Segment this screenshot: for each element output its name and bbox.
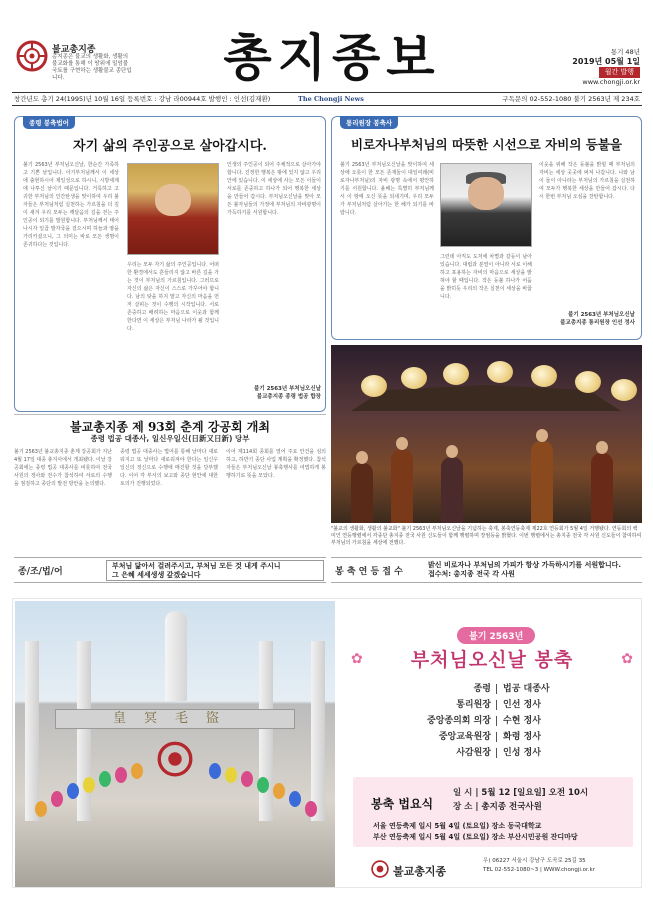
article-column: 종령 법공 대종사는 법어를 통해 날마다 새로워지고 또 날마다 새로워져야 한다는 일신우일신의 정신으로 수행에 매진할 것을 당부했다. 이어 각 부서의 보고와 종단 현안에 대한 토의가 진행되었다. — [120, 449, 218, 487]
portrait-photo — [127, 163, 219, 255]
article-panel-2 — [331, 116, 642, 340]
list-item — [381, 681, 621, 697]
temple-photo — [15, 601, 335, 887]
celebration-advertisement — [12, 598, 642, 888]
lotus-icon: ✿ — [351, 651, 363, 667]
label: 서울 연등축제 — [373, 822, 417, 830]
article-panel-1 — [14, 116, 326, 412]
article-title: 비로자나부처님의 따뜻한 시선으로 자비의 등불을 — [351, 137, 622, 152]
label: 부산 연등축제 — [373, 833, 417, 841]
dharma-wheel-icon — [157, 741, 193, 777]
address-line: 우) 06227 서울시 강남구 도곡로 25길 35 — [483, 858, 586, 864]
label: 일 시 — [453, 788, 473, 798]
article-column: 이웃을 위해 작은 등불을 밝힐 때 부처님의 자비는 세상 곳곳에 퍼져 나갑니다. 나와 남이 둘이 아니라는 부처님의 가르침을 실천하여 모두가 행복한 세상을 만들어 갑시다. 다시 한번 부처님 오심을 찬탄합니다. — [539, 162, 635, 200]
signature-date: 불기 2563년 부처님오신날 — [568, 312, 635, 318]
website-link[interactable]: www.chongji.or.kr — [582, 78, 640, 86]
officiants-list — [381, 681, 621, 761]
strip-text-line: 밝신 비로자나 부처님의 가피가 항상 가득하시기를 서원합니다. — [428, 561, 622, 569]
dharma-wheel-icon — [16, 40, 48, 72]
article-column: 불기 2563년 부처님오신날, 한순간 가족하고 기쁜 날입니다. 아기부처님께서 이 세상에 출현하시어 제일성으로 하시니, 시방세계에 나투신 날이기 때문입니다. 거룩하고 고귀한 부처님의 인간탄생을 맞이하여 우리 불자들은 부처님처럼 실천하는 가르침을 더 깊이 새겨 우리 모두는 깨달음의 길을 걷는 주인공이 되기를 발원합니다. 부처님께서 태어나시자 일곱 발자국을 걸으시며 하늘과 땅을 가리키셨으니, 그 의미는 바로 모든 생명이 존귀하다는 것입니다. — [23, 162, 119, 248]
article-column: 그런데 아직도 도처에 차별과 갈등이 남아 있습니다. 대립과 분열이 아니라 서로 이해하고 포용하는 자비의 마음으로 세상을 밝혀야 할 때입니다. 작은 등불 하나가 어둠을 밝히듯 우리의 작은 실천이 세상을 바꿉니다. — [440, 254, 532, 300]
role-name: 화령 정사 — [503, 732, 541, 742]
divider — [14, 414, 326, 415]
list-item — [381, 713, 621, 729]
masthead — [12, 10, 642, 90]
publication-info-bar — [12, 92, 642, 106]
role-title: 중앙교육원장 — [438, 732, 491, 742]
role-title: 통리원장 — [456, 700, 491, 710]
role-name: 인성 정사 — [503, 748, 541, 758]
strip-text-line: 그 은혜 세세생생 갚겠습니다 — [112, 571, 201, 579]
signature-name: 불교총지종 통리원장 인선 정사 — [560, 320, 635, 326]
role-name: 인선 정사 — [503, 700, 541, 710]
doctrine-strip — [14, 557, 326, 583]
role-title: 중앙종의회 의장 — [427, 716, 491, 726]
article-column: 이어 제114회 종회를 열어 주요 안건을 심의하고, 하반기 종단 사업 계획을 확정했다. 참석자들은 부처님오신날 봉축행사를 여법하게 봉행하기로 뜻을 모았다. — [226, 449, 326, 479]
value: 일시 5월 4일 (토요일) 장소 동국대학교 — [418, 822, 542, 830]
article-column: 불기 2563년 부처님오신날을 맞이하여 세상에 오롯이 한 모든 존재들이 대일여래(비로자나부처님)의 자비 광명 속에서 평안하기를 서원합니다. 올해는 특별히 부처님께서 이 땅에 오신 뜻을 되새기며, 우리 모두가 부처님처럼 살아가는 한 해가 되기를 바랍니다. — [340, 162, 434, 216]
footer-address — [483, 857, 595, 875]
article-title: 자기 삶의 주인공으로 살아갑시다. — [73, 139, 267, 154]
photo-caption: "불교의 생활화, 생활의 불교화" 불기 2563년 부처님오신날을 기념하는 축제, 봉축연등축제 제22호 연등회가 5월 4일 거행됐다. 연등회의 백미인 연등행렬에서 각종단 총지종 전국 사원 신도들이 함께 행렬하며 장엄등을 밝혔다. 이번 행렬에서는 총지종 전국 각 사원 신도들이 참여하여 부처님의 가르침을 세상에 전했다. — [331, 526, 642, 546]
value: 일시 5월 4일 (토요일) 장소 부산시민공원 잔디마당 — [418, 833, 578, 841]
article-title: 불교총지종 제 93회 춘계 강공회 개최 — [70, 420, 270, 434]
article-column: 인생의 주인공이 되어 주체적으로 살아가야 합니다. 진정한 행복은 밖에 있지 않고 우리 안에 있습니다. 이 세상에 사는 모든 이들이 서로를 존중하고 하나가 되어 행복한 세상을 만들어 갑시다. 부처님오신날을 맞아 모든 불자님들의 가정에 부처님의 자비광명이 가득하기를 서원합니다. — [227, 162, 321, 216]
org-logo — [16, 40, 132, 86]
org-description: 총지종은 불교의 생활화, 생활의 불교화를 통해 이 땅위에 밀엄불국토를 구현하는 생활불교 종단입니다. — [52, 54, 132, 81]
role-title: 종령 — [473, 684, 491, 694]
list-item — [381, 729, 621, 745]
year-pill: 불기 2563년 — [457, 627, 535, 644]
ceremony-box — [353, 777, 633, 847]
contact-info: 구독문의 02-552-1080 불기 2563년 제 234호 — [502, 95, 640, 103]
issue-number: 통기 48년 — [610, 48, 640, 56]
role-name: 법공 대종사 — [503, 684, 550, 694]
lantern-parade-photo — [331, 345, 642, 523]
signature-name: 불교총지종 종령 법공 합장 — [256, 394, 321, 400]
lotus-icon: ✿ — [621, 651, 633, 667]
registration-info: 창간년도 총기 24(1995)년 10월 16일 등록번호 : 강남 라00944호 발행인 : 인선(김재환) — [14, 95, 271, 103]
role-title: 사감원장 — [456, 748, 491, 758]
role-name: 수현 정사 — [503, 716, 541, 726]
strip-text-line: 부처님 닮아서 걸려주시고, 부처님 모든 것 내게 주시니 — [112, 562, 281, 570]
english-title: The Chongji News — [298, 95, 364, 103]
org-name: 불교총지종 — [52, 45, 96, 55]
signature — [539, 311, 635, 327]
strip-text-line: 접수처: 총지종 전국 각 사원 — [428, 570, 515, 578]
ceremony-title: 봉축 법요식 — [371, 797, 434, 811]
newspaper-title: 총지종보 — [223, 29, 441, 87]
strip-text — [106, 560, 324, 581]
value: 5월 12 [일요일] 오전 10시 — [481, 788, 589, 798]
publish-badge: 월간 발행 — [599, 67, 640, 78]
ceremony-time: 일 시 | 5월 12 [일요일] 오전 10시 — [453, 788, 589, 798]
article-tag: 종령 봉축법어 — [23, 116, 75, 129]
contact-line: TEL 02-552-1080~3 | WWW.chongji.or.kr — [483, 867, 595, 873]
busan-festival — [373, 832, 578, 842]
list-item — [381, 745, 621, 761]
strip-label: 종/조/법/어 — [18, 567, 63, 577]
issue-info — [570, 48, 640, 87]
ceremony-place: 장 소 | 총지종 전국사원 — [453, 802, 542, 812]
issue-date: 2019년 05월 1일 — [572, 57, 640, 66]
signature — [227, 385, 321, 401]
label: 장 소 — [453, 802, 473, 812]
strip-label: 봉 축 연 등 접 수 — [335, 567, 403, 577]
lantern-registration-strip — [331, 557, 642, 583]
strip-text — [423, 560, 640, 581]
article-subtitle: 종령 법공 대종사, 일신우일신(日新又日新) 당부 — [90, 434, 250, 443]
signature-date: 불기 2563년 부처님오신날 — [254, 386, 321, 392]
article-tag: 통리원장 봉축사 — [340, 116, 398, 129]
celebration-info — [343, 599, 641, 887]
footer-org-name: 불교총지종 — [393, 865, 447, 878]
celebration-title: 부처님오신날 봉축 — [410, 649, 574, 671]
seoul-festival — [373, 821, 541, 831]
portrait-photo — [440, 163, 532, 247]
dharma-wheel-icon — [371, 860, 389, 878]
article-column: 우리는 모두 자기 삶의 주인공입니다. 어떠한 환경에서도 흔들리지 않고 바른 길을 가는 것이 부처님의 가르침입니다. 그러므로 자신의 삶은 자신이 스스로 가꾸어야 합니다. 남의 탓을 하지 말고 자신의 마음을 먼저 살피는 것이 수행의 시작입니다. 서로 존중하고 배려하는 마음으로 이웃과 함께 한다면 이 세상은 부처님 나라가 될 것입니다. — [127, 262, 219, 332]
value: 총지종 전국사원 — [481, 802, 542, 812]
article-column: 불기 2563년 불교총지종 춘계 강공회가 지난 4월 17일 대종 총지사에서 개최됐다. 이날 강공회에는 종령 법공 대종사를 비롯하여 전국 사원의 정사와 전수가 참석하여 서로의 수행을 점검하고 종단의 발전 방안을 논의했다. — [14, 449, 112, 487]
ad-footer — [343, 851, 641, 885]
temple-sign: 皇冥毛盜 — [55, 709, 295, 729]
list-item — [381, 697, 621, 713]
